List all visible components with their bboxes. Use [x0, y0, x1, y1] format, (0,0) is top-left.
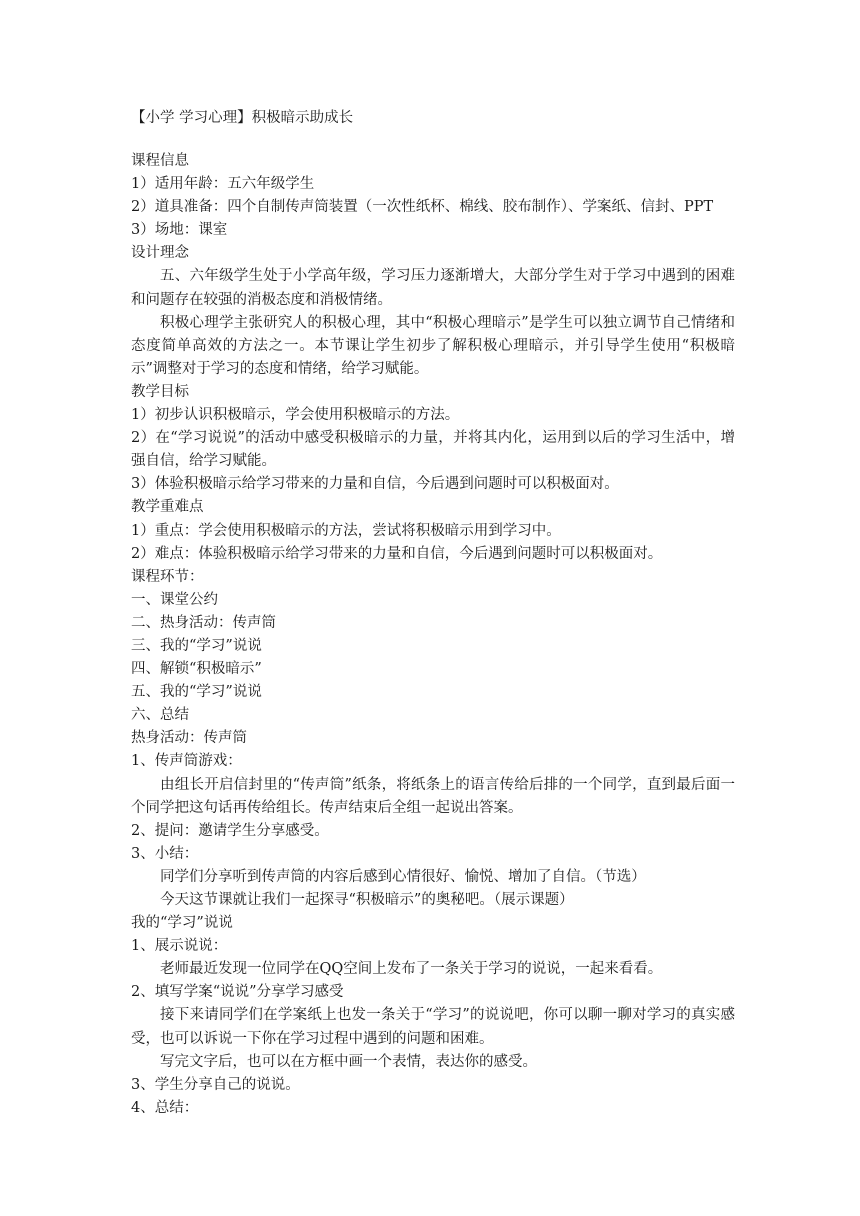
my-study-step: 3、学生分享自己的说说。 — [131, 1076, 300, 1093]
course-info-item: 2）道具准备：四个自制传声筒装置（一次性纸杯、棉线、胶布制作）、学案纸、信封、PPT — [131, 199, 714, 216]
flow-item: 一、课堂公约 — [131, 591, 218, 608]
flow-heading: 课程环节： — [131, 568, 204, 585]
my-study-step: 1、展示说说： — [131, 938, 228, 955]
warmup-paragraph: 同学们分享听到传声筒的内容后感到心情很好、愉悦、增加了自信。（节选） — [160, 868, 646, 885]
flow-item: 五、我的“学习”说说 — [131, 684, 262, 701]
goals-item: 3）体验积极暗示给学习带来的力量和自信，今后遇到问题时可以积极面对。 — [131, 476, 619, 493]
warmup-paragraph: 由组长开启信封里的“传声筒”纸条，将纸条上的语言传给后排的一个同学，直到最后面一个同学把这句话再传给组长。传声结束后全组一起说出答案。 — [131, 776, 735, 816]
flow-item: 六、总结 — [131, 707, 189, 724]
key-points-item: 2）难点：体验积极暗示给学习带来的力量和自信，今后遇到问题时可以积极面对。 — [131, 545, 663, 562]
design-paragraph: 五、六年级学生处于小学高年级，学习压力逐渐增大，大部分学生对于学习中遇到的困难和问题存在较强的消极态度和消极情绪。 — [131, 268, 735, 308]
design-paragraph: 积极心理学主张研究人的积极心理，其中“积极心理暗示”是学生可以独立调节自己情绪和态度简单高效的方法之一。本节课让学生初步了解积极心理暗示，并引导学生使用“积极暗示”调整对于学习的态度和情绪，给学习赋能。 — [131, 314, 735, 377]
my-study-paragraph: 写完文字后，也可以在方框中画一个表情，表达你的感受。 — [160, 1053, 537, 1070]
my-study-paragraph: 老师最近发现一位同学在QQ空间上发布了一条关于学习的说说，一起来看看。 — [160, 961, 663, 978]
my-study-paragraph: 接下来请同学们在学案纸上也发一条关于“学习”的说说吧，你可以聊一聊对学习的真实感受，也可以诉说一下你在学习过程中遇到的问题和困难。 — [131, 1007, 735, 1047]
document-body — [131, 150, 735, 1120]
my-study-step: 4、总结： — [131, 1099, 199, 1116]
my-study-heading: 我的“学习”说说 — [131, 915, 233, 932]
warmup-paragraph: 今天这节课就让我们一起探寻“积极暗示”的奥秘吧。（展示课题） — [160, 892, 574, 908]
goals-heading: 教学目标 — [131, 383, 189, 400]
flow-item: 三、我的“学习”说说 — [131, 637, 262, 654]
goals-item: 1）初步认识积极暗示，学会使用积极暗示的方法。 — [131, 407, 460, 424]
document-title: 【小学 学习心理】积极暗示助成长 — [131, 110, 354, 126]
flow-item: 四、解锁“积极暗示” — [131, 661, 262, 678]
key-points-heading: 教学重难点 — [131, 499, 204, 516]
course-info-item: 3）场地：课室 — [131, 222, 228, 239]
design-heading: 设计理念 — [131, 245, 189, 262]
key-points-item: 1）重点：学会使用积极暗示的方法，尝试将积极暗示用到学习中。 — [131, 522, 561, 539]
course-info-heading: 课程信息 — [131, 153, 189, 169]
warmup-step: 2、提问：邀请学生分享感受。 — [131, 822, 329, 839]
warmup-heading: 热身活动：传声筒 — [131, 730, 247, 747]
flow-item: 二、热身活动：传声筒 — [131, 614, 276, 631]
goals-item: 2）在“学习说说”的活动中感受积极暗示的力量，并将其内化，运用到以后的学习生活中，增强自信，给学习赋能。 — [131, 430, 735, 470]
course-info-item: 1）适用年龄：五六年级学生 — [131, 176, 315, 193]
my-study-step: 2、填写学案“说说”分享学习感受 — [131, 984, 344, 1001]
warmup-step: 1、传声筒游戏： — [131, 753, 242, 770]
warmup-step: 3、小结： — [131, 845, 199, 862]
